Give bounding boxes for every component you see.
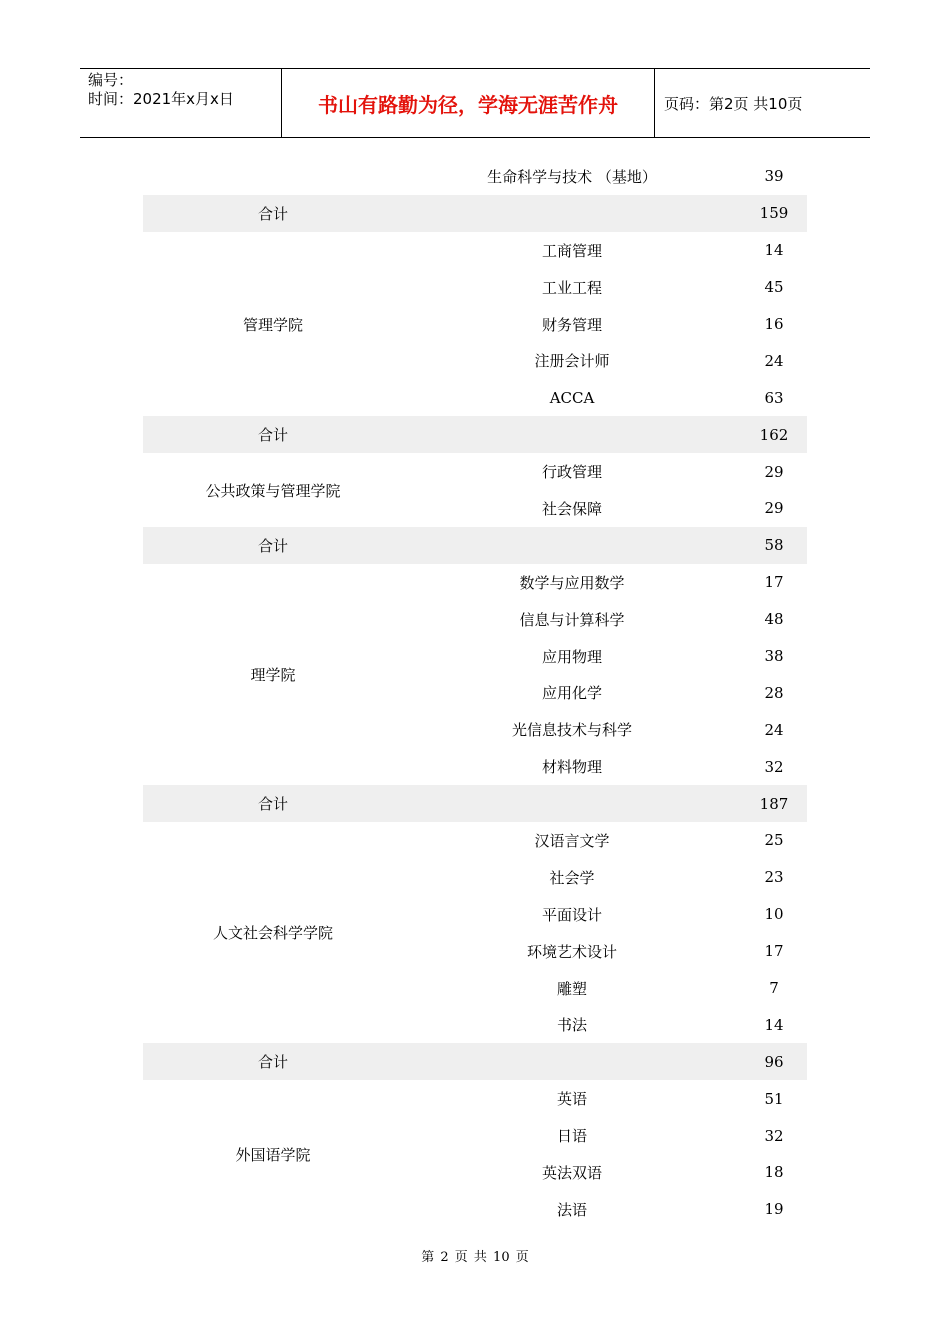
major-cell: 工业工程	[541, 278, 602, 297]
total-value: 96	[764, 1052, 784, 1071]
college-name: 外国语学院	[235, 1145, 311, 1164]
table-row	[143, 822, 807, 859]
major-cell: 汉语言文学	[534, 831, 610, 850]
major-cell: 信息与计算科学	[519, 610, 625, 629]
table-row	[143, 379, 807, 416]
header-page-info: 页码：第2页 共10页	[664, 94, 803, 113]
major-cell: 光信息技术与科学	[511, 721, 632, 740]
table-row	[143, 674, 807, 711]
count-cell: 24	[764, 351, 784, 370]
table-row	[143, 970, 807, 1007]
table-row	[143, 933, 807, 970]
total-label: 合计	[257, 536, 288, 555]
enrollment-table	[143, 158, 807, 1228]
major-cell: 社会保障	[541, 499, 602, 518]
count-cell: 28	[764, 683, 784, 702]
count-cell: 17	[764, 942, 784, 961]
major-cell: 生命科学与技术 （基地）	[487, 167, 657, 186]
college-group	[143, 564, 807, 785]
count-cell: 29	[764, 499, 784, 518]
count-cell: 17	[764, 573, 784, 592]
major-cell: 财务管理	[541, 315, 602, 334]
count-cell: 63	[764, 388, 784, 407]
count-cell: 10	[764, 905, 784, 924]
total-label: 合计	[257, 1053, 288, 1072]
count-cell: 39	[764, 167, 784, 186]
table-row	[143, 1117, 807, 1154]
count-cell: 7	[769, 979, 779, 998]
total-value: 159	[759, 204, 789, 223]
table-row	[143, 564, 807, 601]
table-row	[143, 342, 807, 379]
major-cell: 社会学	[549, 868, 595, 887]
total-label: 合计	[257, 795, 288, 814]
total-row	[143, 785, 807, 822]
major-cell: 应用物理	[541, 647, 602, 666]
table-row	[143, 1154, 807, 1191]
table-row	[143, 748, 807, 785]
college-name: 理学院	[250, 665, 296, 684]
table-row	[143, 711, 807, 748]
major-cell: 英法双语	[541, 1163, 602, 1182]
table-row	[143, 859, 807, 896]
page-footer: 第 2 页 共 10 页	[421, 1250, 529, 1265]
major-cell: 法语	[556, 1200, 587, 1219]
total-row	[143, 527, 807, 564]
table-row	[143, 269, 807, 306]
count-cell: 14	[764, 1015, 784, 1034]
table-row	[143, 1006, 807, 1043]
total-value: 162	[759, 425, 789, 444]
major-cell: 注册会计师	[534, 352, 610, 371]
count-cell: 48	[764, 610, 784, 629]
college-group	[143, 453, 807, 527]
count-cell: 24	[764, 720, 784, 739]
major-cell: 应用化学	[541, 684, 602, 703]
major-cell: 环境艺术设计	[526, 942, 617, 961]
table-row	[143, 232, 807, 269]
header-motto: 书山有路勤为径，学海无涯苦作舟	[318, 92, 618, 117]
total-value: 58	[764, 536, 784, 555]
major-cell: 数学与应用数学	[519, 573, 625, 592]
count-cell: 14	[764, 241, 784, 260]
major-cell: 雕塑	[556, 979, 587, 998]
count-cell: 38	[764, 647, 784, 666]
time-label: 时间：2021年x月x日	[88, 90, 234, 108]
major-cell: 日语	[556, 1127, 587, 1146]
table-row	[143, 638, 807, 675]
college-name: 管理学院	[242, 315, 303, 334]
table-row	[143, 490, 807, 527]
college-name: 公共政策与管理学院	[205, 481, 341, 500]
table-row	[143, 1080, 807, 1117]
major-cell: 书法	[556, 1016, 587, 1035]
page-header	[80, 68, 870, 138]
total-row	[143, 195, 807, 232]
total-label: 合计	[257, 426, 288, 445]
count-cell: 32	[764, 757, 784, 776]
table-row	[143, 601, 807, 638]
total-label: 合计	[257, 204, 288, 223]
count-cell: 23	[764, 868, 784, 887]
major-cell: 平面设计	[541, 905, 602, 924]
total-value: 187	[759, 794, 789, 813]
college-group	[143, 1080, 807, 1228]
table-row	[143, 896, 807, 933]
count-cell: 18	[764, 1163, 784, 1182]
college-name: 人文社会科学学院	[212, 924, 333, 943]
count-cell: 29	[764, 462, 784, 481]
table-row	[143, 1191, 807, 1228]
major-cell: 材料物理	[541, 758, 602, 777]
count-cell: 51	[764, 1089, 784, 1108]
college-group	[143, 232, 807, 416]
table-row	[143, 453, 807, 490]
count-cell: 16	[764, 315, 784, 333]
major-cell: 英语	[556, 1090, 587, 1109]
major-cell: 工商管理	[541, 241, 602, 260]
count-cell: 19	[764, 1200, 784, 1219]
table-row	[143, 158, 807, 195]
count-cell: 45	[764, 278, 784, 297]
college-group	[143, 822, 807, 1043]
total-row	[143, 1043, 807, 1080]
header-divider	[654, 69, 655, 137]
major-cell: 行政管理	[541, 463, 602, 482]
major-cell: ACCA	[549, 388, 595, 407]
count-cell: 32	[764, 1126, 784, 1145]
header-meta	[88, 71, 280, 109]
number-label: 编号：	[88, 71, 134, 89]
count-cell: 25	[764, 831, 784, 850]
table-row	[143, 306, 807, 343]
total-row	[143, 416, 807, 453]
